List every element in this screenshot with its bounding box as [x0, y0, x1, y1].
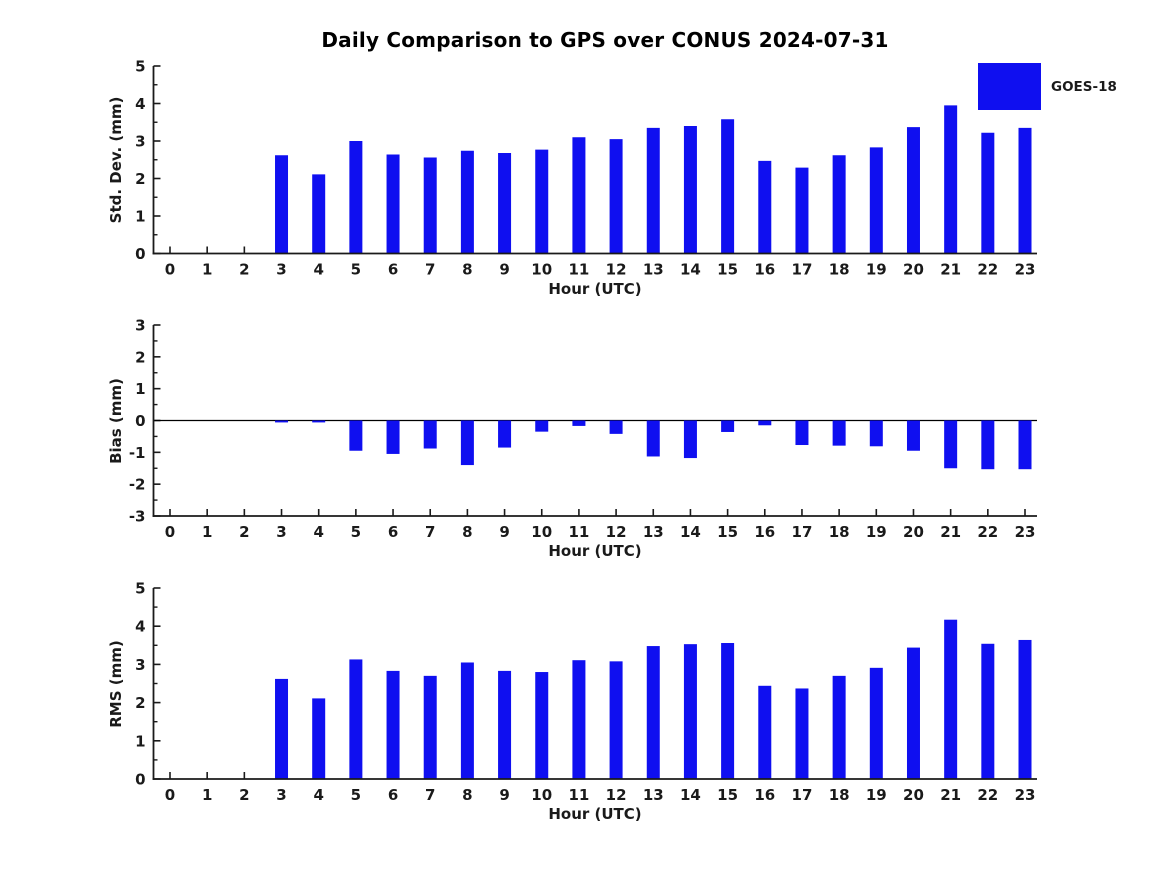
ylabel-bias: Bias (mm): [107, 377, 125, 464]
bar-std-dev-chart-h18: [833, 155, 846, 253]
x-tick-label-6: 6: [387, 260, 399, 279]
y-tick-label--2: -2: [128, 475, 146, 494]
bar-rms-chart-h6: [387, 671, 400, 779]
bar-std-dev-chart-h14: [684, 126, 697, 254]
x-tick-label-6: 6: [387, 786, 399, 804]
bar-rms-chart-h14: [684, 644, 697, 779]
y-tick-label-2: 2: [135, 694, 146, 713]
y-tick-label-2: 2: [135, 348, 146, 367]
x-tick-label-13: 13: [642, 523, 664, 541]
bar-rms-chart-h8: [461, 662, 474, 779]
x-tick-label-18: 18: [828, 523, 850, 541]
bar-std-dev-chart-h8: [461, 151, 474, 254]
bar-bias-chart-h14: [684, 421, 697, 459]
figure-title: Daily Comparison to GPS over CONUS 2024-07-31: [321, 28, 889, 52]
x-tick-label-21: 21: [940, 786, 962, 804]
bar-std-dev-chart-h23: [1019, 128, 1032, 254]
y-tick-label-3: 3: [135, 316, 146, 335]
bar-rms-chart-h9: [498, 671, 511, 779]
y-tick-label--1: -1: [128, 443, 146, 462]
bar-rms-chart-h4: [312, 698, 325, 779]
bar-bias-chart-h13: [647, 421, 660, 457]
bar-rms-chart-h11: [572, 660, 585, 779]
y-tick-label--3: -3: [128, 507, 146, 526]
bar-std-dev-chart-h5: [349, 141, 362, 254]
x-tick-label-2: 2: [239, 523, 250, 541]
bar-std-dev-chart-h12: [610, 139, 623, 253]
bar-bias-chart-h15: [721, 421, 734, 432]
x-tick-label-4: 4: [313, 260, 324, 279]
x-tick-label-2: 2: [239, 786, 250, 804]
x-tick-label-16: 16: [754, 786, 776, 804]
bar-rms-chart-h20: [907, 648, 920, 779]
x-tick-label-15: 15: [717, 523, 739, 541]
x-tick-label-22: 22: [977, 260, 999, 279]
bar-rms-chart-h5: [349, 659, 362, 779]
x-tick-label-4: 4: [313, 523, 324, 541]
bar-bias-chart-h21: [944, 421, 957, 469]
x-tick-label-19: 19: [865, 786, 887, 804]
bar-bias-chart-h12: [610, 421, 623, 434]
x-tick-label-13: 13: [642, 260, 664, 279]
x-tick-label-17: 17: [791, 260, 813, 279]
bar-std-dev-chart-h16: [758, 161, 771, 254]
bar-bias-chart-h11: [572, 421, 585, 426]
x-tick-label-14: 14: [679, 786, 701, 804]
bar-bias-chart-h18: [833, 421, 846, 446]
x-tick-label-5: 5: [350, 260, 362, 279]
bar-std-dev-chart-h20: [907, 127, 920, 253]
x-tick-label-15: 15: [717, 786, 739, 804]
ylabel-std-dev: Std. Dev. (mm): [107, 96, 125, 224]
x-tick-label-1: 1: [201, 260, 213, 279]
x-tick-label-3: 3: [276, 523, 287, 541]
bar-rms-chart-h10: [535, 672, 548, 779]
bar-rms-chart-h19: [870, 668, 883, 779]
bar-bias-chart-h10: [535, 421, 548, 432]
bar-rms-chart-h13: [647, 646, 660, 779]
x-tick-label-7: 7: [424, 523, 436, 541]
bar-std-dev-chart-h11: [572, 137, 585, 253]
legend: [978, 63, 1117, 110]
x-tick-label-3: 3: [276, 260, 287, 279]
x-tick-label-9: 9: [499, 523, 510, 541]
x-tick-label-2: 2: [239, 260, 250, 279]
x-tick-label-23: 23: [1014, 786, 1036, 804]
x-tick-label-11: 11: [568, 786, 590, 804]
x-tick-label-1: 1: [201, 786, 213, 804]
y-tick-label-5: 5: [135, 57, 146, 76]
x-tick-label-22: 22: [977, 786, 999, 804]
y-tick-label-3: 3: [135, 655, 146, 674]
bar-rms-chart-h7: [424, 676, 437, 779]
x-tick-label-6: 6: [387, 523, 399, 541]
x-tick-label-12: 12: [605, 523, 627, 541]
bar-rms-chart-h21: [944, 620, 957, 779]
bar-rms-chart-h17: [795, 688, 808, 779]
bar-rms-chart-h16: [758, 686, 771, 779]
bar-rms-chart-h15: [721, 643, 734, 779]
x-tick-label-21: 21: [940, 260, 962, 279]
y-tick-label-0: 0: [135, 412, 146, 430]
x-tick-label-14: 14: [679, 523, 701, 541]
x-tick-label-5: 5: [350, 786, 362, 804]
x-tick-label-9: 9: [499, 260, 510, 279]
x-tick-label-16: 16: [754, 523, 776, 541]
bar-bias-chart-h9: [498, 421, 511, 448]
x-tick-label-18: 18: [828, 786, 850, 804]
bar-std-dev-chart-h13: [647, 128, 660, 254]
x-tick-label-11: 11: [568, 523, 590, 541]
x-tick-label-15: 15: [717, 260, 739, 279]
legend-label: GOES-18: [1051, 78, 1117, 95]
bar-rms-chart-h23: [1019, 640, 1032, 779]
x-tick-label-8: 8: [462, 260, 473, 279]
y-tick-label-4: 4: [135, 617, 146, 636]
bar-bias-chart-h4: [312, 421, 325, 423]
bar-std-dev-chart-h10: [535, 150, 548, 254]
x-tick-label-1: 1: [201, 523, 213, 541]
bar-rms-chart-h22: [981, 644, 994, 779]
bar-bias-chart-h22: [981, 421, 994, 470]
x-tick-label-14: 14: [679, 260, 701, 279]
x-tick-label-3: 3: [276, 786, 287, 804]
x-tick-label-21: 21: [940, 523, 962, 541]
bar-bias-chart-h23: [1019, 421, 1032, 470]
x-tick-label-20: 20: [903, 786, 924, 804]
bar-bias-chart-h16: [758, 421, 771, 426]
x-tick-label-17: 17: [791, 786, 813, 804]
x-tick-label-20: 20: [903, 260, 924, 279]
x-tick-label-10: 10: [531, 260, 553, 279]
x-tick-label-4: 4: [313, 786, 324, 804]
x-tick-label-11: 11: [568, 260, 590, 279]
bar-std-dev-chart-h15: [721, 119, 734, 253]
bar-rms-chart-h12: [610, 661, 623, 779]
bar-bias-chart-h17: [795, 421, 808, 446]
bar-rms-chart-h3: [275, 679, 288, 779]
x-tick-label-8: 8: [462, 786, 473, 804]
x-tick-label-20: 20: [903, 523, 924, 541]
bar-std-dev-chart-h3: [275, 155, 288, 253]
x-tick-label-13: 13: [642, 786, 664, 804]
y-tick-label-3: 3: [135, 132, 146, 151]
bar-std-dev-chart-h9: [498, 153, 511, 254]
x-tick-label-10: 10: [531, 786, 553, 804]
x-tick-label-18: 18: [828, 260, 850, 279]
bar-rms-chart-h18: [833, 676, 846, 779]
x-tick-label-19: 19: [865, 523, 887, 541]
x-tick-label-10: 10: [531, 523, 553, 541]
y-tick-label-0: 0: [135, 770, 146, 789]
ylabel-rms: RMS (mm): [107, 639, 125, 728]
bar-std-dev-chart-h7: [424, 158, 437, 254]
bar-bias-chart-h8: [461, 421, 474, 466]
bar-std-dev-chart-h19: [870, 147, 883, 253]
bar-bias-chart-h20: [907, 421, 920, 451]
x-tick-label-0: 0: [164, 523, 176, 541]
x-tick-label-8: 8: [462, 523, 473, 541]
y-tick-label-0: 0: [135, 245, 146, 263]
y-tick-label-5: 5: [135, 579, 146, 598]
bar-std-dev-chart-h22: [981, 133, 994, 254]
x-tick-label-0: 0: [164, 786, 176, 804]
bar-bias-chart-h19: [870, 421, 883, 447]
bar-bias-chart-h7: [424, 421, 437, 449]
bar-std-dev-chart-h4: [312, 174, 325, 253]
xlabel-bias: Hour (UTC): [548, 542, 642, 560]
x-tick-label-16: 16: [754, 260, 776, 279]
bar-bias-chart-h6: [387, 421, 400, 454]
x-tick-label-12: 12: [605, 260, 627, 279]
x-tick-label-17: 17: [791, 523, 813, 541]
x-tick-label-12: 12: [605, 786, 627, 804]
x-tick-label-19: 19: [865, 260, 887, 279]
x-tick-label-23: 23: [1014, 523, 1036, 541]
legend-swatch-goes18: [978, 63, 1041, 110]
bar-std-dev-chart-h17: [795, 168, 808, 254]
y-tick-label-1: 1: [135, 207, 146, 226]
bar-std-dev-chart-h6: [387, 155, 400, 254]
y-tick-label-1: 1: [135, 732, 146, 751]
x-tick-label-0: 0: [164, 260, 176, 279]
y-tick-label-2: 2: [135, 170, 146, 188]
y-tick-label-4: 4: [135, 95, 146, 113]
bar-bias-chart-h5: [349, 421, 362, 451]
bar-bias-chart-h3: [275, 421, 288, 423]
xlabel-std-dev: Hour (UTC): [548, 279, 642, 298]
x-tick-label-7: 7: [424, 260, 436, 279]
x-tick-label-23: 23: [1014, 260, 1036, 279]
x-tick-label-22: 22: [977, 523, 999, 541]
x-tick-label-7: 7: [424, 786, 436, 804]
bar-std-dev-chart-h21: [944, 105, 957, 253]
x-tick-label-9: 9: [499, 786, 510, 804]
y-tick-label-1: 1: [135, 380, 146, 399]
xlabel-rms: Hour (UTC): [548, 805, 642, 823]
x-tick-label-5: 5: [350, 523, 362, 541]
